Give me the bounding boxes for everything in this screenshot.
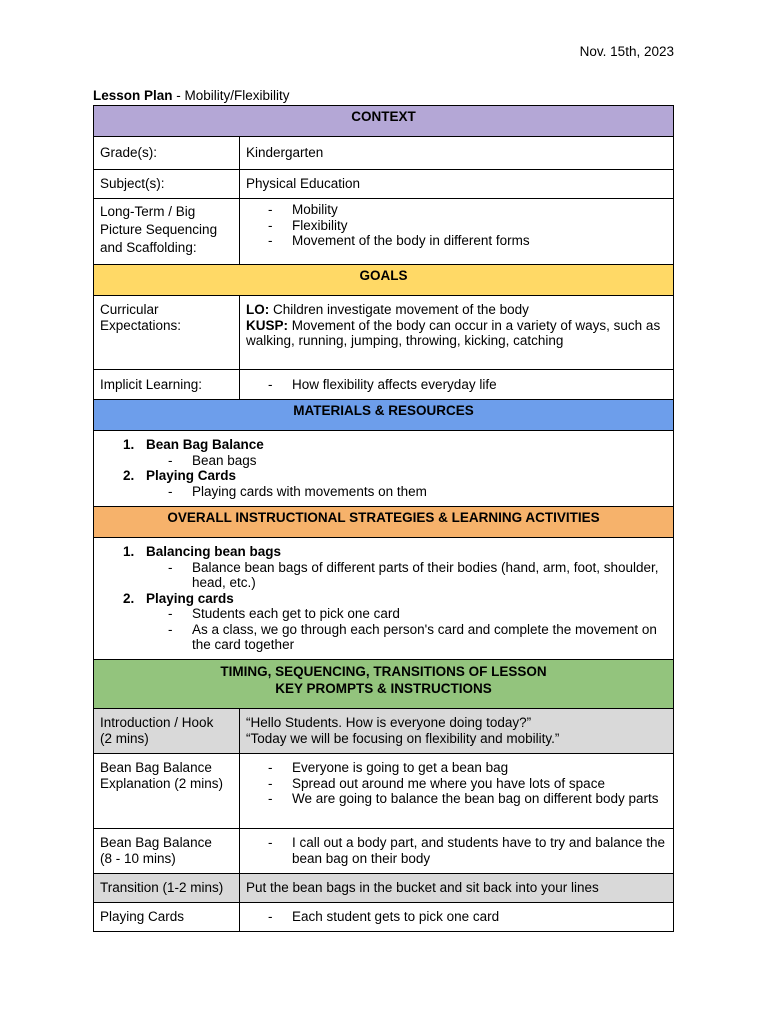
item-title: Playing Cards [146, 468, 237, 483]
item-title: Playing cards [146, 590, 234, 606]
lesson-plan-table [93, 105, 674, 932]
longterm-list [246, 202, 667, 249]
list-item [100, 468, 667, 499]
bb-label-line2: (8 - 10 mins) [100, 850, 176, 866]
context-header: CONTEXT [94, 106, 674, 137]
kusp-label: KUSP: [246, 317, 289, 333]
list-item: - Spread out around me where you have lots of space [246, 776, 667, 792]
item-number: 1. [123, 437, 135, 452]
longterm-cell [240, 199, 674, 265]
list-item: - Students each get to pick one card [146, 606, 667, 622]
curricular-label: Curricular Expectations: [94, 296, 240, 370]
list-item: - Each student gets to pick one card [246, 909, 667, 925]
title-bold: Lesson Plan [93, 88, 173, 103]
cards-label: Playing Cards [94, 903, 240, 932]
timing-header [94, 660, 674, 709]
goals-header: GOALS [94, 265, 674, 296]
strategies-cell [94, 538, 674, 660]
timing-header-line1: TIMING, SEQUENCING, TRANSITIONS OF LESSON [220, 664, 547, 679]
list-item: - I call out a body part, and students have to try and balance the bean bag on their body [246, 835, 667, 866]
bb-list [246, 835, 667, 866]
transition-text: Put the bean bags in the bucket and sit back into your lines [240, 874, 674, 903]
list-item: - Movement of the body in different forms [246, 233, 667, 249]
bb-cell [240, 829, 674, 874]
bb-explanation-list [246, 760, 667, 807]
bb-label [94, 829, 240, 874]
strategies-header: OVERALL INSTRUCTIONAL STRATEGIES & LEARNING ACTIVITIES [94, 507, 674, 538]
list-item: - Balance bean bags of different parts of their bodies (hand, arm, foot, shoulder, head, etc.) [146, 560, 667, 591]
list-item: - Bean bags [146, 453, 667, 469]
list-item: - Playing cards with movements on them [146, 484, 667, 500]
subject-value: Physical Education [240, 170, 674, 199]
grade-label: Grade(s): [94, 137, 240, 170]
materials-header: MATERIALS & RESOURCES [94, 400, 674, 431]
implicit-list [246, 377, 667, 393]
lo-line [246, 302, 667, 318]
bb-label-line1: Bean Bag Balance [100, 835, 212, 850]
intro-label-line2: (2 mins) [100, 730, 149, 746]
item-title: Bean Bag Balance [146, 437, 264, 452]
item-number: 2. [123, 590, 135, 606]
list-item [100, 591, 667, 653]
list-item: - We are going to balance the bean bag on different body parts [246, 791, 667, 807]
kusp-line [246, 318, 667, 349]
implicit-cell [240, 370, 674, 400]
list-item: - Flexibility [246, 218, 667, 234]
intro-cell [240, 709, 674, 754]
item-number: 2. [123, 468, 135, 483]
transition-label: Transition (1-2 mins) [94, 874, 240, 903]
cards-list [246, 909, 667, 925]
list-item [100, 544, 667, 591]
page-title [93, 88, 290, 103]
timing-header-line2: KEY PROMPTS & INSTRUCTIONS [275, 681, 492, 696]
kusp-text: Movement of the body can occur in a variety of ways, such as walking, running, jumping, throwing, kicking, catching [246, 317, 661, 348]
list-item [100, 437, 667, 468]
list-item: - How flexibility affects everyday life [246, 377, 667, 393]
curricular-cell [240, 296, 674, 370]
grade-value: Kindergarten [240, 137, 674, 170]
item-number: 1. [123, 544, 135, 559]
item-title: Balancing bean bags [146, 544, 282, 559]
intro-line1: “Hello Students. How is everyone doing today?” [246, 715, 532, 730]
implicit-label: Implicit Learning: [94, 370, 240, 400]
list-item: - Mobility [246, 202, 667, 218]
materials-cell [94, 431, 674, 507]
lo-text: Children investigate movement of the body [269, 302, 529, 317]
bb-explanation-label: Bean Bag Balance Explanation (2 mins) [94, 754, 240, 829]
strategies-list [100, 544, 667, 653]
longterm-label: Long-Term / Big Picture Sequencing and Scaffolding: [94, 199, 240, 265]
list-item: - As a class, we go through each person's card and complete the movement on the card together [146, 622, 667, 653]
bb-explanation-cell [240, 754, 674, 829]
lo-label: LO: [246, 302, 270, 317]
subject-label: Subject(s): [94, 170, 240, 199]
intro-label [94, 709, 240, 754]
intro-label-line1: Introduction / Hook [100, 715, 214, 730]
cards-cell [240, 903, 674, 932]
list-item: - Everyone is going to get a bean bag [246, 760, 667, 776]
intro-line2: “Today we will be focusing on flexibility and mobility.” [246, 730, 560, 746]
materials-list [100, 437, 667, 499]
date: Nov. 15th, 2023 [579, 44, 674, 59]
title-rest: - Mobility/Flexibility [172, 88, 290, 103]
